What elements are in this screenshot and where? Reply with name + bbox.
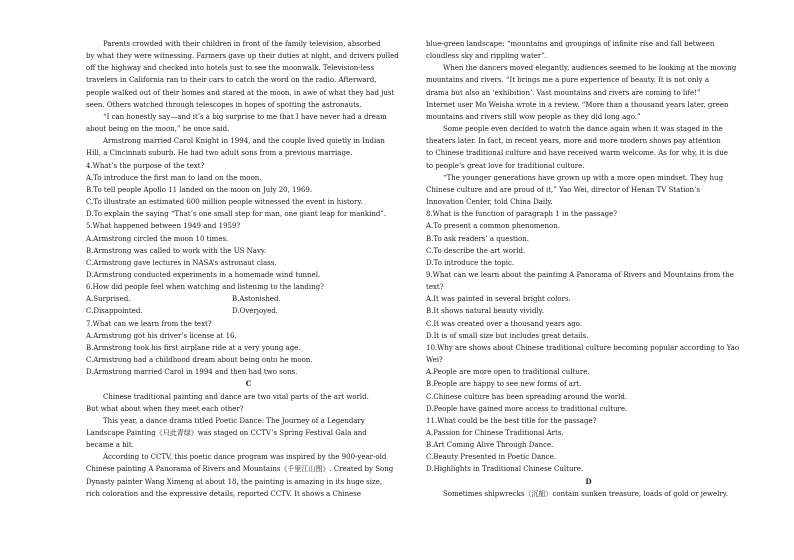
question-8-stem: 8.What is the function of paragraph 1 in the passage?	[426, 210, 618, 219]
paragraph-line: Innovation Center, told China Daily.	[426, 198, 553, 207]
left-column	[86, 38, 411, 500]
paragraph-line: Chinese culture and are proud of it,” Yao Wei, director of Henan TV Station’s	[426, 185, 700, 194]
paragraph-line: theaters later. In fact, in recent years, more and more modern shows pay attention	[426, 137, 721, 146]
question-5-stem: 5.What happened between 1949 and 1959?	[86, 222, 241, 231]
question-9-stem: 9.What can we learn about the painting A Panorama of Rivers and Mountains from the	[426, 270, 734, 279]
paragraph-line: to Chinese traditional culture and have received warm welcome. As for why, it is due	[426, 149, 728, 158]
question-6-options-row-2	[86, 305, 411, 317]
question-5-option-a[interactable]: A.Armstrong circled the moon 10 times.	[86, 234, 229, 243]
question-8-option-a[interactable]: A.To present a common phenomenon.	[426, 222, 560, 231]
paragraph-line: people walked out of their homes and stared at the moon, in awe of what they had just	[86, 88, 395, 97]
question-11-option-a[interactable]: A.Passion for Chinese Traditional Arts.	[426, 429, 564, 437]
paragraph-line: “The younger generations have grown up with a more open mindset. They hug	[443, 173, 724, 182]
paragraph-line: Armstrong married Carol Knight in 1994, and the couple lived quietly in Indian	[103, 137, 385, 146]
paragraph-line: mountains and rivers. “It brings me a pure experience of beauty. It is not only a	[426, 76, 710, 85]
question-6-option-a[interactable]: A.Surprised.	[86, 295, 131, 304]
question-8-option-c[interactable]: C.To describe the art world.	[426, 246, 526, 255]
question-5-option-c[interactable]: C.Armstrong gave lectures in NASA’s astronaut class.	[86, 258, 277, 267]
question-4-stem: 4.What’s the purpose of the text?	[86, 161, 205, 170]
question-6-option-d[interactable]: D.Overjoyed.	[232, 307, 278, 316]
question-11-option-c[interactable]: C.Beauty Presented in Poetic Dance.	[426, 453, 556, 462]
paragraph-line: by what they were witnessing. Farmers gave up their duties at night, and drivers pulled	[86, 52, 399, 61]
question-6-option-c[interactable]: C.Disappointed.	[86, 307, 143, 316]
question-4-option-a[interactable]: A.To introduce the first man to land on the moon.	[86, 173, 262, 182]
paragraph-line: This year, a dance drama titled Poetic Dance: The Journey of a Legendary	[103, 416, 365, 425]
question-8-option-d[interactable]: D.To introduce the topic.	[426, 258, 515, 267]
paragraph-line: Sometimes shipwrecks（沉船）contain sunken treasure, loads of gold or jewelry.	[443, 489, 729, 498]
paragraph-line: travelers in California ran to their cars to catch the word on the radio. Afterward,	[86, 76, 377, 85]
section-d-heading: D	[585, 476, 592, 486]
paragraph-line: to people’s great love for traditional culture.	[426, 161, 585, 170]
paragraph-line: mountains and rivers still wow people as they did long ago.”	[426, 112, 641, 121]
question-6-options-row-1	[86, 293, 411, 305]
paragraph-line: Chinese painting A Panorama of Rivers and Mountains《千里江山图》. Created by Song	[86, 465, 394, 474]
paragraph-line: Internet user Mo Weisha wrote in a review. “More than a thousand years later, green	[426, 100, 729, 109]
paragraph-line: But what about when they meet each other?	[86, 404, 244, 413]
paragraph-line: cloudless sky and rippling water”.	[426, 52, 548, 61]
question-8-option-b[interactable]: B.To ask readers’ a question.	[426, 234, 529, 243]
right-column	[426, 38, 751, 500]
question-10-stem: 10.Why are shows about Chinese traditional culture becoming popular according to Yao	[426, 343, 740, 352]
question-6-stem: 6.How did people feel when watching and listening to the landing?	[86, 283, 324, 292]
paragraph-line: Landscape Painting《只此青绿》was staged on CCTV’s Spring Festival Gala and	[86, 429, 367, 437]
question-10-option-a[interactable]: A.People are more open to traditional culture.	[426, 368, 590, 377]
question-10-stem-cont: Wei?	[426, 356, 443, 365]
question-11-stem: 11.What could be the best title for the passage?	[426, 416, 597, 425]
question-9-option-a[interactable]: A.It was painted in several bright colors.	[426, 295, 571, 304]
paragraph-line: became a hit.	[86, 441, 134, 450]
question-4-option-d[interactable]: D.To explain the saying “That’s one small step for man, one giant leap for mankind”.	[86, 210, 387, 219]
paragraph-line: Some people even decided to watch the dance again when it was staged in the	[443, 125, 723, 134]
question-9-option-b[interactable]: B.It shows natural beauty vividly.	[426, 307, 544, 316]
question-7-option-d[interactable]: D.Armstrong married Carol in 1994 and then had two sons.	[86, 368, 298, 377]
paragraph-line: Dynasty painter Wang Ximeng at about 18, the painting is amazing in its huge size,	[86, 477, 383, 486]
paragraph-line: blue-green landscape: “mountains and groupings of infinite rise and fall between	[426, 40, 715, 48]
paragraph-line: seen. Others watched through telescopes in hopes of spotting the astronauts.	[86, 100, 362, 109]
paragraph-line: “I can honestly say—and it’s a big surprise to me that I have never had a dream	[103, 112, 387, 121]
question-7-option-b[interactable]: B.Armstrong took his first airplane ride at a very young age.	[86, 343, 301, 352]
question-7-option-a[interactable]: A.Armstrong got his driver’s license at 16.	[86, 331, 237, 340]
question-7-option-c[interactable]: C.Armstrong had a childhood dream about being onto he moon.	[86, 356, 313, 365]
paragraph-line: Chinese traditional painting and dance are two vital parts of the art world.	[103, 392, 369, 401]
question-10-option-b[interactable]: B.People are happy to see new forms of art.	[426, 380, 582, 389]
paragraph-line: drama but also an ‘exhibition’. Vast mountains and rivers are coming to life!”	[426, 88, 701, 97]
question-9-option-d[interactable]: D.It is of small size but includes great details.	[426, 331, 589, 340]
paragraph-line: According to CCTV, this poetic dance program was inspired by the 900-year-old	[103, 453, 387, 462]
paragraph-line: Parents crowded with their children in front of the family television, absorbed	[103, 40, 381, 48]
question-9-stem-cont: text?	[426, 283, 444, 292]
paragraph-line: When the dancers moved elegantly, audiences seemed to be looking at the moving	[443, 64, 737, 73]
question-11-option-b[interactable]: B.Art Coming Alive Through Dance.	[426, 441, 554, 450]
question-9-option-c[interactable]: C.It was created over a thousand years ago.	[426, 319, 583, 328]
question-6-option-b[interactable]: B.Astonished.	[232, 295, 281, 304]
question-5-option-b[interactable]: B.Armstrong was called to work with the US Navy.	[86, 246, 267, 255]
paragraph-line: rich coloration and the expressive details, reported CCTV. It shows a Chinese	[86, 489, 362, 498]
question-10-option-c[interactable]: C.Chinese culture has been spreading around the world.	[426, 392, 628, 401]
question-4-option-b[interactable]: B.To tell people Apollo 11 landed on the moon on July 20, 1969.	[86, 185, 313, 194]
question-10-option-d[interactable]: D.People have gained more access to traditional culture.	[426, 404, 628, 413]
question-4-option-c[interactable]: C.To illustrate an estimated 600 million people witnessed the event in history.	[86, 198, 363, 207]
question-5-option-d[interactable]: D.Armstrong conducted experiments in a homemade wind tunnel.	[86, 270, 321, 279]
paragraph-line: off the highway and checked into hotels just to see the moonwalk. Television-less	[86, 64, 375, 73]
question-7-stem: 7.What can we learn from the text?	[86, 319, 212, 328]
paragraph-line: Hill, a Cincinnati suburb. He had two adult sons from a previous marriage.	[86, 149, 353, 158]
paragraph-line: about being on the moon,” he once said.	[86, 125, 230, 134]
section-c-heading: C	[245, 379, 252, 389]
question-11-option-d[interactable]: D.Highlights in Traditional Chinese Culture.	[426, 465, 584, 474]
